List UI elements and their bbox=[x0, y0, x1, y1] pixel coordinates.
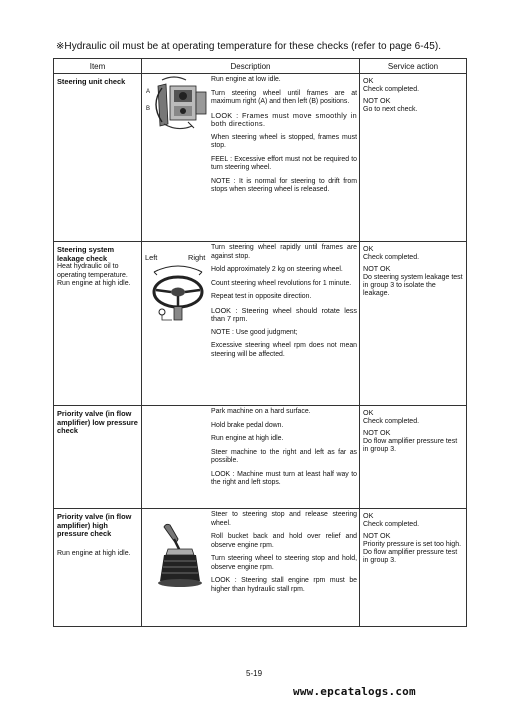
item-cell bbox=[54, 242, 142, 406]
watermark-url[interactable]: www.epcatalogs.com bbox=[293, 685, 416, 698]
step-text: When steering wheel is stopped, frames must stop. bbox=[211, 133, 357, 149]
item-cell bbox=[54, 509, 142, 627]
item-title: Priority valve (in flow amplifier) high pressure check bbox=[57, 512, 132, 539]
step-text: Park machine on a hard surface. bbox=[211, 408, 311, 415]
step-text: Turn steering wheel rapidly until frames are against stop. bbox=[211, 244, 357, 260]
not-ok-text: Do steering system leakage test in group 3 to isolate the leakage. bbox=[363, 273, 463, 298]
step-text: Run engine at low idle. bbox=[211, 76, 281, 83]
not-ok-text: Priority pressure is set too high. Do flow amplifier pressure test in group 3. bbox=[363, 540, 462, 565]
step-text: NOTE : It is normal for steering to drift from stops when steering wheel is released. bbox=[211, 177, 357, 193]
not-ok-label: NOT OK bbox=[363, 428, 391, 437]
item-title: Steering unit check bbox=[57, 77, 126, 86]
table-row bbox=[54, 509, 467, 627]
step-text: Turn steering wheel until frames are at maximum right (A) and then left (B) positions. bbox=[211, 89, 357, 105]
label-right: Right bbox=[188, 253, 206, 262]
service-action-cell bbox=[360, 242, 467, 406]
ok-label: OK bbox=[363, 511, 374, 520]
steering-wheel-icon bbox=[142, 242, 211, 322]
description-cell bbox=[142, 74, 360, 242]
ok-text: Check completed. bbox=[363, 85, 420, 93]
step-text: Hold approximately 2 kg on steering wheel. bbox=[211, 266, 343, 273]
not-ok-text: Go to next check. bbox=[363, 105, 418, 113]
description-cell bbox=[142, 406, 360, 509]
step-text: Repeat test in opposite direction. bbox=[211, 293, 312, 300]
step-text: Roll bucket back and hold over relief and observe engine rpm. bbox=[211, 533, 357, 549]
check-table bbox=[53, 58, 467, 627]
service-action-cell bbox=[360, 406, 467, 509]
item-note: Heat hydraulic oil to operating temperature. bbox=[57, 263, 128, 279]
step-text: LOOK : Steering wheel should rotate less than 7 rpm. bbox=[211, 305, 357, 323]
ok-text: Check completed. bbox=[363, 417, 420, 425]
label-left: Left bbox=[145, 253, 158, 262]
step-text: Hold brake pedal down. bbox=[211, 421, 284, 429]
not-ok-text: Do flow amplifier pressure test in group 3. bbox=[363, 437, 458, 453]
step-text: LOOK : Steering stall engine rpm must be higher than hydraulic stall rpm. bbox=[211, 577, 357, 593]
label-a: A bbox=[146, 89, 151, 95]
figure-blank bbox=[142, 406, 211, 490]
item-note: Run engine at high idle. bbox=[57, 280, 131, 288]
item-cell bbox=[54, 406, 142, 509]
table-header-row bbox=[54, 59, 467, 74]
ok-label: OK bbox=[363, 76, 374, 85]
step-text: Steer to steering stop and release steering wheel. bbox=[211, 511, 357, 527]
ok-label: OK bbox=[363, 244, 374, 253]
service-action-cell bbox=[360, 509, 467, 627]
item-note: Run engine at high idle. bbox=[57, 549, 131, 557]
table-row bbox=[54, 74, 467, 242]
step-text: Steer machine to the right and left as far as possible. bbox=[211, 448, 357, 464]
steering-unit-diagram-icon bbox=[142, 74, 211, 134]
hydraulic-oil-note: ※Hydraulic oil must be at operating temperature for these checks (refer to page 6-45). bbox=[56, 41, 442, 52]
joystick-lever-icon bbox=[142, 509, 211, 589]
step-text: Turn steering wheel to steering stop and hold, observe engine rpm. bbox=[211, 555, 357, 571]
item-title: Steering system leakage check bbox=[57, 245, 115, 263]
ok-text: Check completed. bbox=[363, 520, 420, 528]
ok-label: OK bbox=[363, 408, 374, 417]
step-text: Run engine at high idle. bbox=[211, 435, 284, 442]
description-cell bbox=[142, 509, 360, 627]
step-text: Count steering wheel revolutions for 1 minute. bbox=[211, 279, 352, 287]
not-ok-label: NOT OK bbox=[363, 264, 391, 273]
step-text: LOOK : Frames must move smoothly in both directions. bbox=[211, 110, 357, 128]
table-row bbox=[54, 242, 467, 406]
item-cell bbox=[54, 74, 142, 242]
page-number: 5-19 bbox=[246, 669, 263, 678]
description-cell bbox=[142, 242, 360, 406]
not-ok-label: NOT OK bbox=[363, 96, 391, 105]
header-description: Description bbox=[142, 59, 360, 74]
header-service-action: Service action bbox=[360, 59, 467, 74]
step-text: Excessive steering wheel rpm does not mean steering will be affected. bbox=[211, 342, 357, 358]
not-ok-label: NOT OK bbox=[363, 531, 391, 540]
service-action-cell bbox=[360, 74, 467, 242]
item-title: Priority valve (in flow amplifier) low pressure check bbox=[57, 409, 138, 436]
table-row bbox=[54, 406, 467, 509]
ok-text: Check completed. bbox=[363, 253, 420, 261]
step-text: FEEL : Excessive effort must not be required to turn steering wheel. bbox=[211, 155, 357, 171]
header-item: Item bbox=[54, 59, 142, 74]
step-text: NOTE : Use good judgment; bbox=[211, 328, 298, 336]
label-b: B bbox=[146, 106, 151, 112]
step-text: LOOK : Machine must turn at least half way to the right and left stops. bbox=[211, 470, 357, 486]
